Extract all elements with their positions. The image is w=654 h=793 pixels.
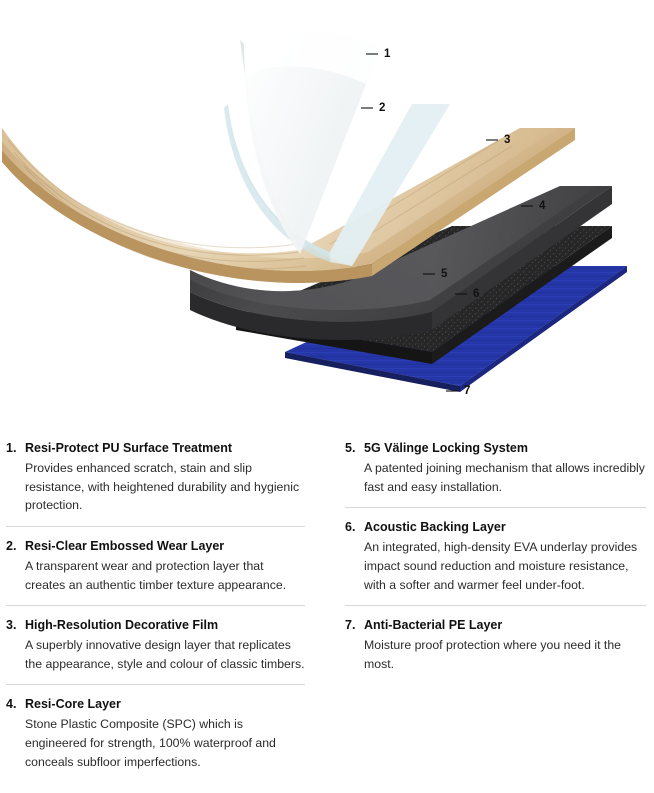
feature-number: 6. — [345, 520, 356, 535]
feature-number: 7. — [345, 618, 356, 633]
feature-number: 4. — [6, 697, 17, 712]
feature-heading — [345, 440, 646, 457]
feature-heading — [345, 519, 646, 536]
feature-title: Resi-Clear Embossed Wear Layer — [25, 538, 225, 553]
feature-heading — [6, 617, 305, 634]
callout-4: 4 — [539, 200, 546, 212]
feature-item-3 — [6, 617, 305, 685]
feature-number: 1. — [6, 441, 17, 455]
feature-description: Moisture proof protection where you need it the most. — [364, 638, 622, 671]
feature-list — [0, 440, 654, 793]
feature-item-2 — [6, 538, 305, 606]
feature-heading — [6, 696, 305, 713]
feature-title: Resi-Core Layer — [25, 697, 121, 712]
feature-description: A superbly innovative design layer that replicates the appearance, style and colour of classic timbers. — [25, 638, 305, 671]
feature-title: 5G Välinge Locking System — [364, 441, 528, 455]
feature-description: Provides enhanced scratch, stain and slip resistance, with heightened durability and hygienic protection. — [25, 460, 300, 513]
feature-number: 5. — [345, 441, 356, 455]
callout-5: 5 — [441, 268, 448, 280]
feature-item-4 — [6, 696, 305, 782]
feature-column-left — [0, 440, 327, 793]
feature-item-7 — [345, 617, 646, 684]
feature-description: An integrated, high-density EVA underlay provides impact sound reduction and moisture resistance, with a softer and warmer feel under-foot. — [364, 540, 638, 592]
feature-item-5 — [345, 440, 646, 508]
feature-title: Resi-Protect PU Surface Treatment — [25, 441, 233, 455]
callout-6: 6 — [473, 288, 480, 300]
feature-heading — [345, 617, 646, 634]
feature-heading — [6, 440, 305, 457]
feature-item-6 — [345, 519, 646, 606]
feature-title: Acoustic Backing Layer — [364, 520, 506, 535]
feature-number: 2. — [6, 538, 17, 553]
feature-number: 3. — [6, 618, 17, 633]
feature-description: A transparent wear and protection layer that creates an authentic timber texture appearance. — [25, 558, 287, 592]
feature-title: High-Resolution Decorative Film — [25, 618, 219, 633]
feature-column-right — [327, 440, 654, 793]
feature-description: A patented joining mechanism that allows incredibly fast and easy installation. — [364, 460, 645, 494]
feature-item-1 — [6, 440, 305, 527]
feature-title: Anti-Bacterial PE Layer — [364, 618, 503, 633]
callout-2: 2 — [379, 102, 386, 114]
feature-description: Stone Plastic Composite (SPC) which is engineered for strength, 100% waterproof and conceals subfloor imperfections. — [25, 717, 276, 769]
callout-3: 3 — [504, 134, 511, 146]
callout-1: 1 — [384, 48, 391, 60]
feature-heading — [6, 538, 305, 555]
callout-7: 7 — [464, 385, 471, 397]
